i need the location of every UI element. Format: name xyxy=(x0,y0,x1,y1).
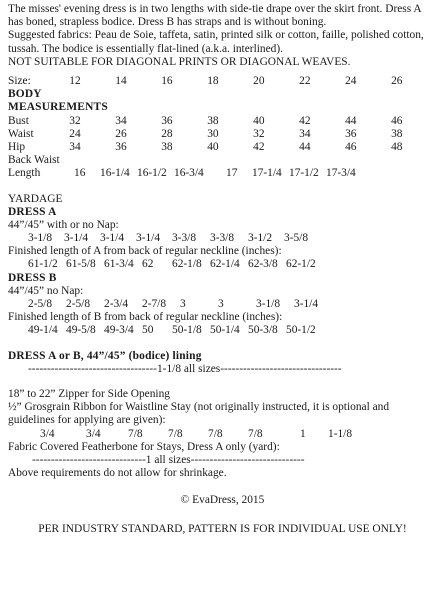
measurement-value: 34 xyxy=(299,127,311,140)
yardage-value: 3-3/8 xyxy=(210,232,235,245)
copyright-notice: © EvaDress, 2015 xyxy=(180,494,265,507)
dress-b-heading: DRESS B xyxy=(8,271,57,284)
length-value: 17-1/2 xyxy=(289,167,319,180)
size-value: 20 xyxy=(253,75,265,88)
dress-b-nap-label: 44”/45” no Nap: xyxy=(8,284,84,297)
yardage-value: 3-1/8 xyxy=(256,298,281,311)
length-label: Length xyxy=(8,167,41,180)
suitability-note: NOT SUITABLE FOR DIAGONAL PRINTS OR DIAGONAL WEAVES. xyxy=(8,55,351,68)
size-value: 26 xyxy=(391,75,403,88)
yardage-value: 3 xyxy=(218,298,224,311)
measurement-value: 28 xyxy=(161,127,173,140)
length-value: 16-3/4 xyxy=(174,167,204,180)
measurement-label: Waist xyxy=(8,127,34,140)
finished-length-value: 50-1/8 xyxy=(172,324,202,337)
yardage-value: 3-3/8 xyxy=(172,232,197,245)
yardage-value: 3-1/4 xyxy=(100,232,125,245)
ribbon-yardage-row xyxy=(8,428,437,441)
description-line: The misses' evening dress is in two lengths with side-tie drape over the skirt front. Dress A xyxy=(8,3,422,15)
measurement-value: 38 xyxy=(161,140,173,153)
dress-b-finished-label: Finished length of B from back of regular neckline (inches): xyxy=(8,311,283,324)
measurement-value: 32 xyxy=(69,114,81,127)
measurement-value: 34 xyxy=(115,114,127,127)
measurement-value: 38 xyxy=(391,127,403,140)
dress-a-heading: DRESS A xyxy=(8,205,57,218)
length-value: 17 xyxy=(226,167,238,180)
measurement-value: 46 xyxy=(391,114,403,127)
ribbon-value: 3/4 xyxy=(86,427,101,440)
back-waist-length-row xyxy=(8,167,437,180)
finished-length-value: 50-1/2 xyxy=(286,324,316,337)
measurement-value: 34 xyxy=(69,140,81,153)
description-line: has boned, strapless bodice. Dress B has straps and is without boning. xyxy=(8,16,327,29)
ribbon-value: 7/8 xyxy=(248,427,263,440)
lining-heading: DRESS A or B, 44”/45” (bodice) lining xyxy=(8,349,202,362)
measurement-value: 38 xyxy=(207,114,219,127)
dress-a-length-row xyxy=(8,258,437,271)
measurement-value: 44 xyxy=(345,114,357,127)
measurement-value: 40 xyxy=(207,140,219,153)
measurement-value: 30 xyxy=(207,127,219,140)
ribbon-value: 7/8 xyxy=(208,427,223,440)
yardage-value: 3-1/4 xyxy=(136,232,161,245)
pattern-description xyxy=(8,3,437,69)
length-value: 17-1/4 xyxy=(252,167,282,180)
yardage-value: 3-1/2 xyxy=(248,232,273,245)
dress-a-nap-label: 44”/45” with or no Nap: xyxy=(8,218,119,231)
dress-b-length-row xyxy=(8,324,437,337)
ribbon-value: 1 xyxy=(300,427,306,440)
finished-length-value: 62-1/8 xyxy=(172,258,202,271)
size-value: 16 xyxy=(161,75,173,88)
length-value: 16-1/2 xyxy=(137,167,167,180)
ribbon-value: 7/8 xyxy=(128,427,143,440)
shrinkage-note: Above requirements do not allow for shrinkage. xyxy=(8,467,227,480)
finished-length-value: 50 xyxy=(142,324,154,337)
description-line: tussah. The bodice is essentially flat-lined (a.k.a. interlined). xyxy=(8,42,283,55)
yardage-value: 3-1/4 xyxy=(294,298,319,311)
dress-b-yardage-row xyxy=(8,298,437,311)
size-row xyxy=(8,75,437,88)
measurement-value: 44 xyxy=(299,140,311,153)
size-value: 24 xyxy=(345,75,357,88)
measurement-value: 36 xyxy=(161,114,173,127)
ribbon-note: guidelines for applying are given): xyxy=(8,414,166,427)
size-value: 22 xyxy=(299,75,311,88)
ribbon-value: 7/8 xyxy=(168,427,183,440)
size-label: Size: xyxy=(8,75,31,88)
size-value: 14 xyxy=(115,75,127,88)
ribbon-value: 1-1/8 xyxy=(328,427,353,440)
measurement-value: 42 xyxy=(253,140,265,153)
measurement-label: Hip xyxy=(8,140,26,153)
finished-length-value: 62-3/8 xyxy=(248,258,278,271)
lining-line: ----------------------------------1-1/8 all sizes-------------------------------- xyxy=(28,362,342,375)
finished-length-value: 62 xyxy=(142,258,154,271)
measurement-row-waist xyxy=(8,128,437,141)
body-measurements-heading: MEASUREMENTS xyxy=(8,101,108,114)
measurement-value: 26 xyxy=(115,127,127,140)
finished-length-value: 49-1/4 xyxy=(28,324,58,337)
finished-length-value: 49-3/4 xyxy=(104,324,134,337)
finished-length-value: 62-1/2 xyxy=(286,258,316,271)
length-value: 16-1/4 xyxy=(100,167,130,180)
yardage-value: 3 xyxy=(180,298,186,311)
finished-length-value: 50-3/8 xyxy=(248,324,278,337)
yardage-heading: YARDAGE xyxy=(8,192,63,205)
ribbon-note: ½” Grosgrain Ribbon for Waistline Stay (not originally instructed, it is optional and xyxy=(8,401,390,414)
yardage-value: 3-1/4 xyxy=(64,232,89,245)
zipper-note: 18” to 22” Zipper for Side Opening xyxy=(8,387,170,400)
featherbone-line: ------------------------------1 all sizes------------------------------ xyxy=(32,453,305,466)
body-measurements-heading: BODY xyxy=(8,88,42,101)
finished-length-value: 49-5/8 xyxy=(66,324,96,337)
finished-length-value: 61-1/2 xyxy=(28,258,58,271)
length-value: 17-3/4 xyxy=(326,167,356,180)
measurement-value: 32 xyxy=(253,127,265,140)
size-value: 18 xyxy=(207,75,219,88)
yardage-value: 2-3/4 xyxy=(104,298,129,311)
measurement-value: 24 xyxy=(69,127,81,140)
length-value: 16 xyxy=(74,167,86,180)
description-line: Suggested fabrics: Peau de Soie, taffeta, satin, printed silk or cotton, faille, polished cotton, xyxy=(8,29,424,42)
finished-length-value: 61-5/8 xyxy=(66,258,96,271)
measurement-value: 40 xyxy=(253,114,265,127)
measurement-row-hip xyxy=(8,141,437,154)
ribbon-value: 3/4 xyxy=(40,427,55,440)
dress-a-finished-label: Finished length of A from back of regular neckline (inches): xyxy=(8,245,282,258)
finished-length-value: 50-1/4 xyxy=(210,324,240,337)
measurement-value: 42 xyxy=(299,114,311,127)
featherbone-note: Fabric Covered Featherbone for Stays, Dress A only (yard): xyxy=(8,440,280,453)
measurement-label: Bust xyxy=(8,114,29,127)
yardage-value: 2-5/8 xyxy=(28,298,53,311)
finished-length-value: 62-1/4 xyxy=(210,258,240,271)
measurement-value: 46 xyxy=(345,140,357,153)
measurement-value: 36 xyxy=(345,127,357,140)
yardage-value: 3-5/8 xyxy=(284,232,309,245)
yardage-value: 3-1/8 xyxy=(28,232,53,245)
measurement-row-bust xyxy=(8,115,437,128)
dress-a-yardage-row xyxy=(8,232,437,245)
size-value: 12 xyxy=(69,75,81,88)
finished-length-value: 61-3/4 xyxy=(104,258,134,271)
back-waist-label: Back Waist xyxy=(8,154,60,167)
usage-warning: PER INDUSTRY STANDARD, PATTERN IS FOR INDIVIDUAL USE ONLY! xyxy=(38,523,407,536)
measurement-value: 36 xyxy=(115,140,127,153)
yardage-value: 2-5/8 xyxy=(66,298,91,311)
yardage-value: 2-7/8 xyxy=(142,298,167,311)
measurement-value: 48 xyxy=(391,140,403,153)
